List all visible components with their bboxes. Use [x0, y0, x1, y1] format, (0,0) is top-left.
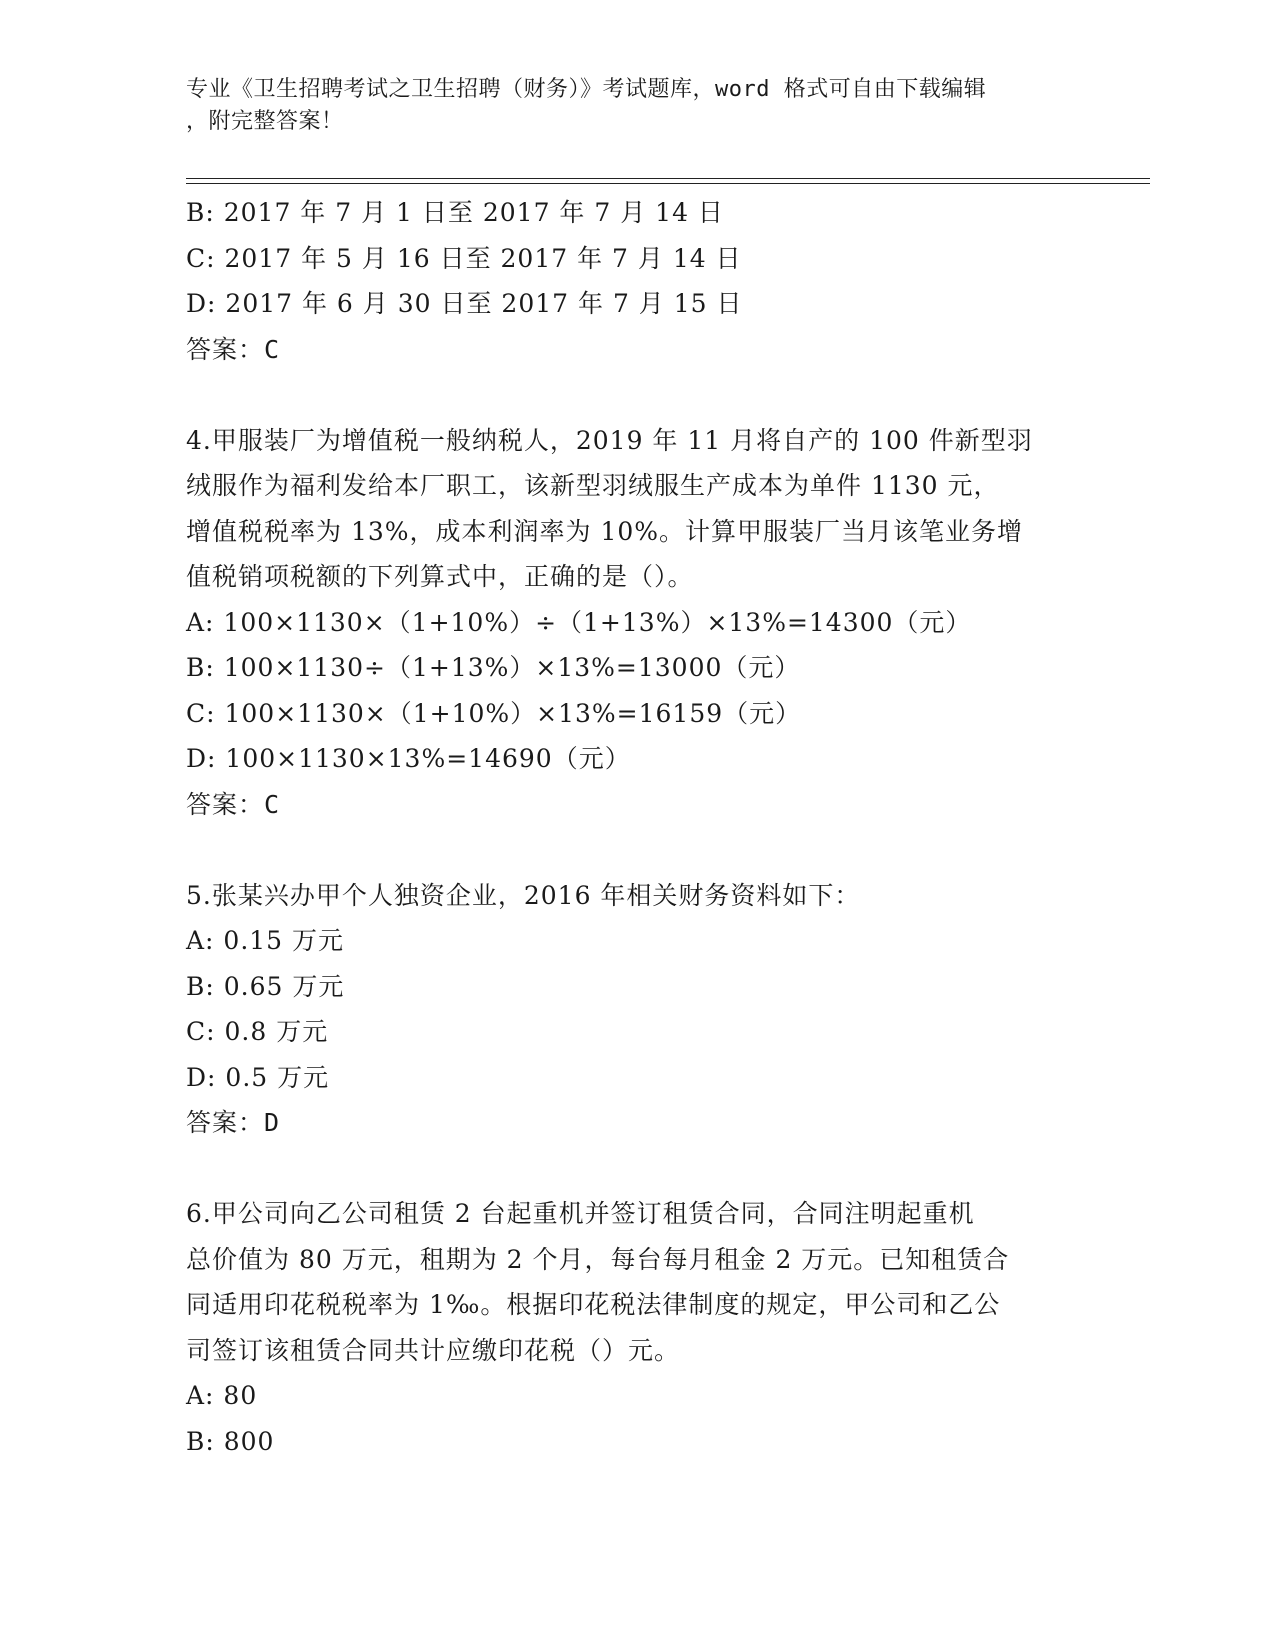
- q4-stem-line-3: 增值税税率为 13%，成本利润率为 10%。计算甲服装厂当月该笔业务增: [186, 516, 1024, 546]
- q6-stem-line-1: 6.甲公司向乙公司租赁 2 台起重机并签订租赁合同，合同注明起重机: [186, 1199, 975, 1228]
- q4-stem-line-1: 4.甲服装厂为增值税一般纳税人，2019 年 11 月将自产的 100 件新型羽: [186, 425, 1033, 455]
- question-content: [186, 190, 1086, 1464]
- document-header: [186, 74, 1066, 138]
- question-6: [186, 1191, 1086, 1464]
- q4-stem-line-4: 值税销项税额的下列算式中，正确的是（）。: [186, 562, 694, 591]
- q4-stem-line-2: 绒服作为福利发给本厂职工，该新型羽绒服生产成本为单件 1130 元，: [186, 471, 1000, 500]
- q5-option-d: D: 0.5 万元: [186, 1062, 330, 1092]
- q6-option-b: B: 800: [186, 1426, 275, 1456]
- q3-option-d: D: 2017 年 6 月 30 日至 2017 年 7 月 15 日: [186, 289, 743, 318]
- question-3-partial: [186, 190, 1086, 372]
- header-divider-bottom: [186, 183, 1150, 184]
- question-4: [186, 418, 1086, 828]
- header-line-1: 专业《卫生招聘考试之卫生招聘（财务）》考试题库，word 格式可自由下载编辑: [186, 77, 987, 102]
- q5-option-b: B: 0.65 万元: [186, 971, 345, 1001]
- spacer: [186, 827, 1086, 873]
- q5-option-c: C: 0.8 万元: [186, 1017, 329, 1046]
- q5-answer: 答案：D: [186, 1108, 281, 1137]
- q3-answer: 答案：C: [186, 334, 281, 364]
- q6-stem-line-2: 总价值为 80 万元，租期为 2 个月，每台每月租金 2 万元。已知租赁合: [186, 1244, 1010, 1274]
- q5-option-a: A: 0.15 万元: [186, 926, 345, 955]
- header-divider-top: [186, 178, 1150, 179]
- q4-option-d: D: 100×1130×13%=14690（元）: [186, 744, 631, 773]
- q4-answer: 答案：C: [186, 789, 281, 819]
- spacer: [186, 372, 1086, 418]
- q6-option-a: A: 80: [186, 1381, 258, 1410]
- q4-option-b: B: 100×1130÷（1+13%）×13%=13000（元）: [186, 653, 801, 682]
- spacer: [186, 1146, 1086, 1192]
- q4-option-c: C: 100×1130×（1+10%）×13%=16159（元）: [186, 698, 802, 728]
- q3-option-c: C: 2017 年 5 月 16 日至 2017 年 7 月 14 日: [186, 243, 742, 273]
- question-5: [186, 873, 1086, 1146]
- q3-option-b: B: 2017 年 7 月 1 日至 2017 年 7 月 14 日: [186, 198, 724, 227]
- q5-stem-line-1: 5.张某兴办甲个人独资企业，2016 年相关财务资料如下：: [186, 880, 861, 910]
- q4-option-a: A: 100×1130×（1+10%）÷（1+13%）×13%=14300（元）: [186, 607, 972, 637]
- q6-stem-line-4: 司签订该租赁合同共计应缴印花税（）元。: [186, 1335, 681, 1365]
- q6-stem-line-3: 同适用印花税税率为 1‰。根据印花税法律制度的规定，甲公司和乙公: [186, 1290, 1001, 1319]
- header-line-2: ，附完整答案！: [186, 109, 344, 134]
